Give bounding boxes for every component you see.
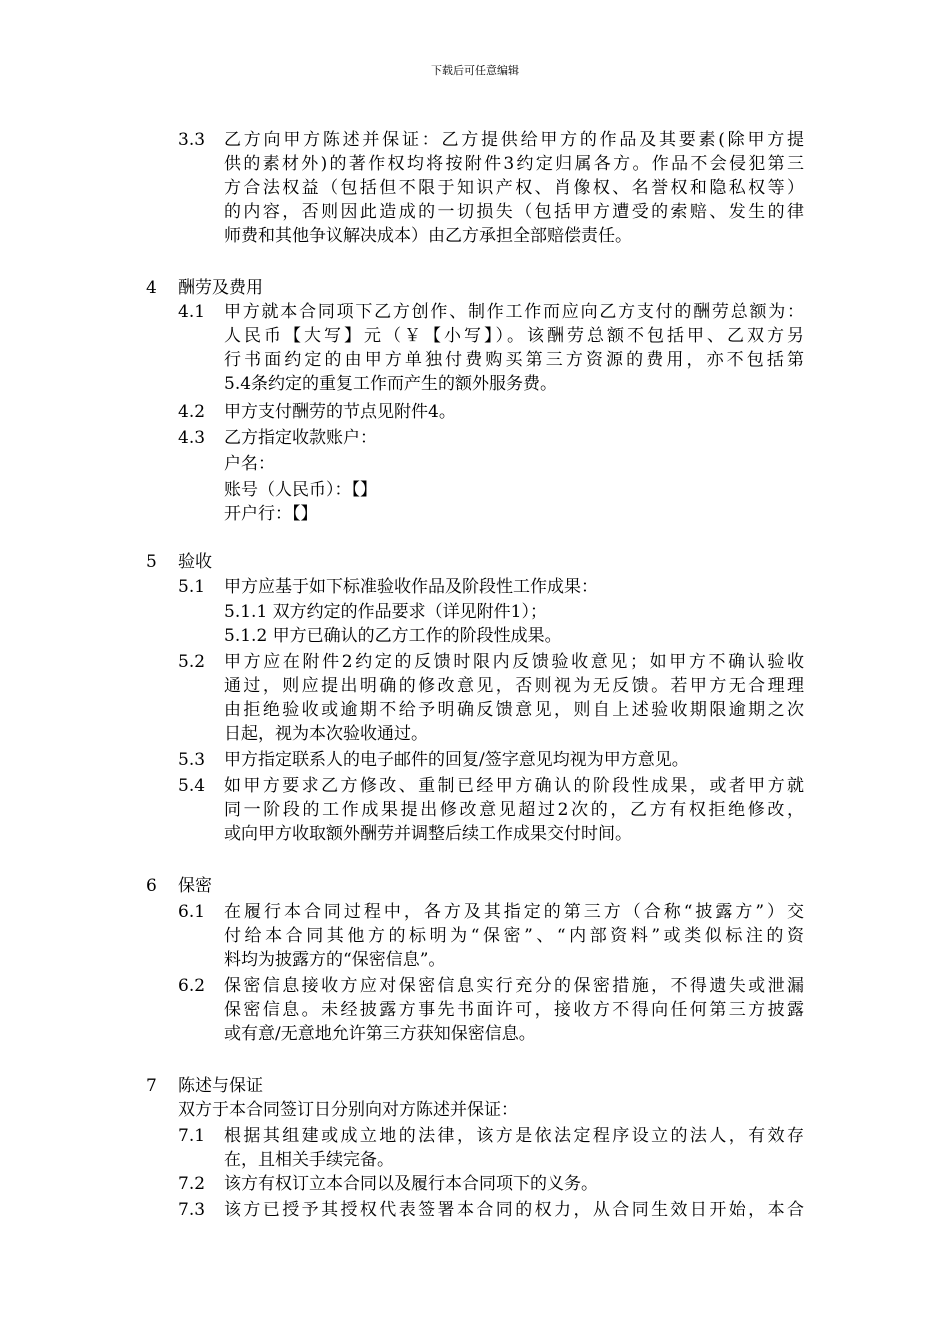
clause-text: 方合法权益（包括但不限于知识产权、肖像权、名誉权和隐私权等） — [224, 178, 804, 198]
sub-clause: 5.1.1 双方约定的作品要求（详见附件1）； — [224, 602, 547, 622]
section-title: 保密 — [178, 876, 212, 896]
clause-text: 由拒绝验收或逾期不给予明确反馈意见，则自上述验收期限逾期之次 — [224, 700, 804, 720]
clause-number: 4.3 — [178, 428, 206, 448]
clause-number: 7.2 — [178, 1174, 206, 1194]
clause-text: 乙方指定收款账户： — [224, 428, 377, 448]
clause-text: 同一阶段的工作成果提出修改意见超过2次的，乙方有权拒绝修改， — [224, 800, 804, 820]
section-intro: 双方于本合同签订日分别向对方陈述并保证： — [178, 1100, 518, 1120]
clause-number: 3.3 — [178, 130, 206, 150]
clause-text: 通过，则应提出明确的修改意见，否则视为无反馈。若甲方无合理理 — [224, 676, 804, 696]
clause-text: 该方有权订立本合同以及履行本合同项下的义务。 — [224, 1174, 598, 1194]
clause-text: 料均为披露方的“保密信息”。 — [224, 950, 446, 970]
account-bank: 开户行：【】 — [224, 504, 318, 524]
page-header: 下载后可任意编辑 — [431, 64, 519, 77]
clause-text: 甲方应在附件2约定的反馈时限内反馈验收意见；如甲方不确认验收 — [224, 652, 804, 672]
clause-text: 或有意/无意地允许第三方获知保密信息。 — [224, 1024, 536, 1044]
clause-text: 的内容，否则因此造成的一切损失（包括甲方遭受的索赔、发生的律 — [224, 202, 804, 222]
clause-text: 行书面约定的由甲方单独付费购买第三方资源的费用，亦不包括第 — [224, 350, 804, 370]
clause-text: 师费和其他争议解决成本）由乙方承担全部赔偿责任。 — [224, 226, 632, 246]
clause-text: 甲方支付酬劳的节点见附件4。 — [224, 402, 456, 422]
section-title: 陈述与保证 — [178, 1076, 263, 1096]
clause-text: 供的素材外)的著作权均将按附件3约定归属各方。作品不会侵犯第三 — [224, 154, 804, 174]
clause-text: 保密信息接收方应对保密信息实行充分的保密措施，不得遗失或泄漏 — [224, 976, 804, 996]
clause-text: 或向甲方收取额外酬劳并调整后续工作成果交付时间。 — [224, 824, 632, 844]
clause-number: 4.1 — [178, 302, 206, 322]
clause-text: 如甲方要求乙方修改、重制已经甲方确认的阶段性成果，或者甲方就 — [224, 776, 804, 796]
section-number: 7 — [146, 1076, 157, 1096]
clause-text: 根据其组建或成立地的法律，该方是依法定程序设立的法人，有效存 — [224, 1126, 804, 1146]
clause-number: 6.1 — [178, 902, 206, 922]
clause-number: 5.4 — [178, 776, 206, 796]
section-number: 6 — [146, 876, 157, 896]
clause-number: 5.3 — [178, 750, 206, 770]
clause-text: 付给本合同其他方的标明为“保密”、“内部资料”或类似标注的资 — [224, 926, 804, 946]
clause-number: 5.1 — [178, 577, 206, 597]
clause-text: 日起，视为本次验收通过。 — [224, 724, 428, 744]
section-number: 4 — [146, 278, 157, 298]
clause-number: 7.3 — [178, 1200, 206, 1220]
clause-text: 甲方应基于如下标准验收作品及阶段性工作成果： — [224, 577, 598, 597]
account-name: 户名： — [224, 454, 275, 474]
clause-text: 人民币【大写】元（￥【小写】）。该酬劳总额不包括甲、乙双方另 — [224, 326, 804, 346]
section-title: 验收 — [178, 552, 212, 572]
clause-text: 在履行本合同过程中，各方及其指定的第三方（合称“披露方”）交 — [224, 902, 804, 922]
sub-clause: 5.1.2 甲方已确认的乙方工作的阶段性成果。 — [224, 626, 562, 646]
clause-text: 该方已授予其授权代表签署本合同的权力，从合同生效日开始，本合 — [224, 1200, 804, 1220]
clause-number: 6.2 — [178, 976, 206, 996]
clause-text: 甲方指定联系人的电子邮件的回复/签字意见均视为甲方意见。 — [224, 750, 689, 770]
clause-number: 4.2 — [178, 402, 206, 422]
clause-number: 7.1 — [178, 1126, 206, 1146]
clause-text: 乙方向甲方陈述并保证：乙方提供给甲方的作品及其要素(除甲方提 — [224, 130, 804, 150]
section-number: 5 — [146, 552, 157, 572]
account-number: 账号（人民币）：【】 — [224, 480, 377, 500]
clause-text: 在，且相关手续完备。 — [224, 1150, 394, 1170]
clause-text: 保密信息。未经披露方事先书面许可，接收方不得向任何第三方披露 — [224, 1000, 804, 1020]
clause-number: 5.2 — [178, 652, 206, 672]
clause-text: 甲方就本合同项下乙方创作、制作工作而应向乙方支付的酬劳总额为： — [224, 302, 804, 322]
clause-text: 5.4条约定的重复工作而产生的额外服务费。 — [224, 374, 558, 394]
section-title: 酬劳及费用 — [178, 278, 263, 298]
